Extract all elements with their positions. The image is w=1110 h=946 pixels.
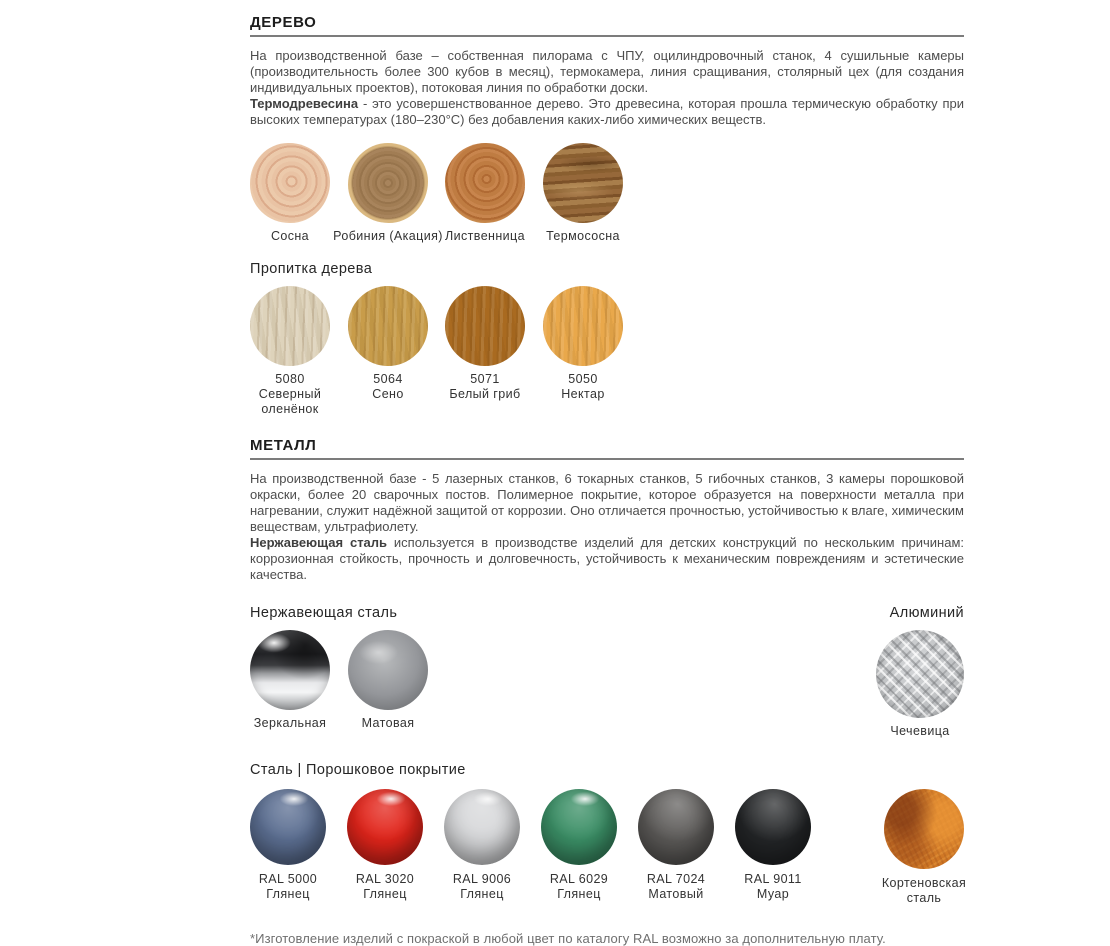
swatch-label	[718, 872, 828, 902]
impregnation-name: Нектар	[561, 387, 605, 401]
stainless-title: Нержавеющая сталь	[250, 605, 398, 621]
impregnation-name: Сено	[372, 387, 404, 401]
thermo-pine-swatch	[543, 143, 623, 223]
ral-finish: Матовый	[648, 887, 704, 901]
swatch-label	[621, 872, 731, 902]
swatch-label	[233, 872, 343, 902]
impregnation-code: 5064	[373, 372, 403, 386]
impregnation-code: 5071	[470, 372, 500, 386]
impregnation-5071-swatch	[445, 286, 525, 366]
ral-finish: Глянец	[557, 887, 601, 901]
impregnation-5050-swatch	[543, 286, 623, 366]
impregnation-row	[250, 286, 964, 417]
swatch-label: Термососна	[546, 229, 620, 243]
impregnation-name: Белый гриб	[449, 387, 521, 401]
robinia-slice-swatch	[348, 143, 428, 223]
matte-steel-swatch	[348, 630, 428, 710]
wood-section-title: ДЕРЕВО	[250, 14, 317, 31]
swatch-label: Матовая	[361, 716, 415, 730]
stainless-item	[250, 630, 330, 731]
ral-item	[444, 789, 520, 906]
ral-code: RAL 3020	[355, 872, 415, 886]
swatch-label	[524, 872, 634, 902]
section-divider	[250, 35, 964, 37]
checker-plate-swatch	[876, 630, 964, 718]
swatch-label: Зеркальная	[253, 716, 327, 730]
wood-paragraph-1: На производственной базе – собственная пилорама с ЧПУ, оцилиндровочный станок, 4 сушильные камеры (производительность более 300 кубов в месяц), термокамера, линия сращивания, столярный цех (для создания индивидуальных проектов), потоковая линия по обработки доски.	[250, 48, 964, 95]
ral-6029-swatch	[541, 789, 617, 865]
swatch-label	[528, 372, 638, 402]
impregnation-name: Северный оленёнок	[258, 387, 322, 416]
ral-item	[347, 789, 423, 906]
swatch-label: Сосна	[270, 229, 310, 243]
footnote: *Изготовление изделий с покраской в любой цвет по каталогу RAL возможно за дополнительную плату.	[250, 931, 886, 946]
impregnation-item	[543, 286, 623, 417]
powder-coating-row	[250, 789, 967, 906]
ral-item	[638, 789, 714, 906]
swatch-label: Кортеновская сталь	[881, 876, 967, 905]
swatch-label	[427, 872, 537, 902]
impregnation-code: 5050	[568, 372, 598, 386]
ral-code: RAL 6029	[549, 872, 609, 886]
pine-slice-swatch	[250, 143, 330, 223]
ral-item	[250, 789, 326, 906]
ral-3020-swatch	[347, 789, 423, 865]
ral-5000-swatch	[250, 789, 326, 865]
wood-paragraph-2-lead: Термодревесина	[250, 96, 359, 111]
impregnation-code: 5080	[275, 372, 305, 386]
ral-finish: Глянец	[363, 887, 407, 901]
impregnation-item	[250, 286, 330, 417]
swatch-label: Лиственница	[445, 229, 525, 243]
wood-species-item	[445, 143, 525, 244]
swatch-label: Чечевица	[890, 724, 950, 738]
impregnation-5064-swatch	[348, 286, 428, 366]
impregnation-5080-swatch	[250, 286, 330, 366]
larch-slice-swatch	[445, 143, 525, 223]
wood-species-item	[333, 143, 443, 244]
wood-species-item	[250, 143, 330, 244]
impregnation-title: Пропитка дерева	[250, 261, 373, 277]
mirror-steel-swatch	[250, 630, 330, 710]
wood-description	[250, 48, 964, 128]
section-divider	[250, 458, 964, 460]
swatch-label	[330, 872, 440, 902]
stainless-aluminum-header	[250, 605, 964, 621]
metal-paragraph-2-rest: используется в производстве изделий для детских конструкций по нескольким причинам: коррозионная стойкость, прочность и долговечность, устойчивость к механическим повреждениям и эстетические качества.	[250, 535, 965, 582]
swatch-label	[235, 372, 345, 417]
swatch-label	[430, 372, 540, 402]
ral-9011-swatch	[735, 789, 811, 865]
impregnation-item	[348, 286, 428, 417]
ral-item	[541, 789, 617, 906]
ral-code: RAL 9006	[452, 872, 512, 886]
metal-description	[250, 471, 964, 583]
ral-finish: Муар	[756, 887, 790, 901]
wood-species-row	[250, 143, 964, 244]
wood-section	[250, 14, 964, 417]
ral-code: RAL 9011	[744, 872, 802, 886]
powder-coating-title: Сталь | Порошковое покрытие	[250, 762, 466, 778]
page-content	[250, 14, 967, 946]
ral-finish: Глянец	[460, 887, 504, 901]
impregnation-item	[445, 286, 525, 417]
ral-7024-swatch	[638, 789, 714, 865]
metal-paragraph-2-lead: Нержавеющая сталь	[250, 535, 388, 550]
aluminum-item	[876, 630, 964, 739]
ral-finish: Глянец	[266, 887, 310, 901]
swatch-label: Робиния (Акация)	[333, 229, 443, 243]
ral-9006-swatch	[444, 789, 520, 865]
metal-section	[250, 437, 967, 906]
swatch-label	[333, 372, 443, 402]
metal-paragraph-1: На производственной базе - 5 лазерных станков, 6 токарных станков, 5 гибочных станков, 3 камеры порошковой окраски, более 20 сварочных постов. Полимерное покрытие, которое образуется на поверхности металла при нагревании, служит надёжной защитой от коррозии. Оно отличается прочностью, устойчивостью к влаге, химическим веществам, ультрафиолету.	[250, 471, 964, 534]
ral-item	[735, 789, 811, 906]
stainless-item	[348, 630, 428, 731]
wood-species-item	[543, 143, 623, 244]
wood-paragraph-2-rest: - это усовершенствованное дерево. Это древесина, которая прошла термическую обработку при высоких температурах (180–230°C) без добавления каких-либо химических веществ.	[250, 96, 964, 127]
ral-code: RAL 5000	[258, 872, 318, 886]
aluminum-title: Алюминий	[889, 605, 964, 621]
ral-code: RAL 7024	[646, 872, 706, 886]
metal-section-title: МЕТАЛЛ	[250, 437, 317, 454]
corten-item	[881, 789, 967, 906]
stainless-aluminum-row	[250, 630, 964, 739]
corten-steel-swatch	[884, 789, 964, 869]
